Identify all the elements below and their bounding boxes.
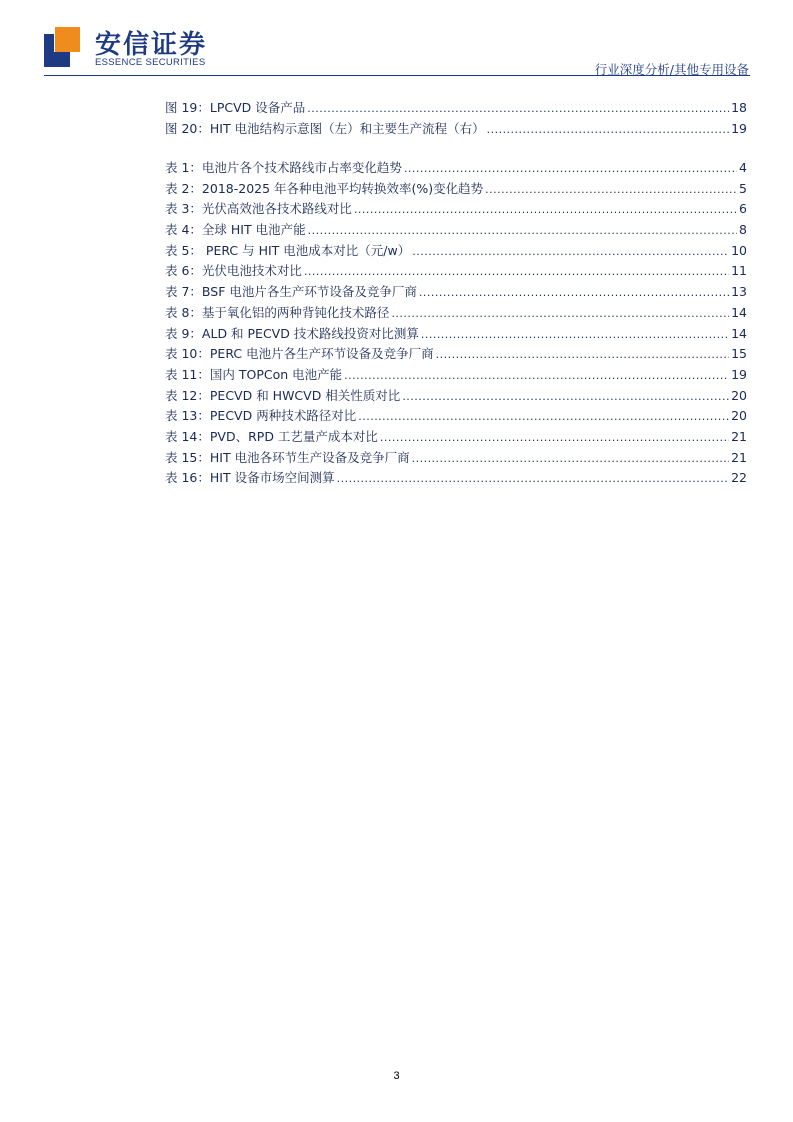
toc-entry-page: 19: [731, 120, 747, 136]
toc-entry-table[interactable]: [165, 468, 747, 489]
dot-leader: [304, 265, 729, 278]
toc-entry-page: 20: [731, 387, 747, 403]
toc-entry-table[interactable]: [165, 158, 747, 179]
toc-entry-table[interactable]: [165, 241, 747, 262]
toc-entry-table[interactable]: [165, 282, 747, 303]
toc-entry-label: 表 6：光伏电池技术对比: [165, 263, 302, 279]
toc-entry-page: 14: [731, 304, 747, 320]
toc-entry-page: 6: [739, 201, 747, 217]
dot-leader: [404, 162, 737, 175]
dot-leader: [337, 472, 730, 485]
toc-entry-page: 20: [731, 408, 747, 424]
dot-leader: [421, 328, 729, 341]
toc-entry-label: 表 11：国内 TOPCon 电池产能: [165, 366, 343, 382]
toc-entry-table[interactable]: [165, 199, 747, 220]
figure-list: [165, 98, 747, 139]
toc-entry-label: 表 1：电池片各个技术路线市占率变化趋势: [165, 160, 402, 175]
toc-entry-label: 表 15：HIT 电池各环节生产设备及竞争厂商: [165, 449, 410, 465]
dot-leader: [354, 203, 737, 216]
toc-entry-label: 表 8：基于氧化铝的两种背钝化技术路径: [165, 304, 390, 320]
table-list: [165, 158, 747, 489]
report-category: 行业深度分析/其他专用设备: [594, 62, 749, 77]
toc-entry-label: 表 13：PECVD 两种技术路径对比: [165, 408, 357, 424]
toc-entry-label: 表 10：PERC 电池片各生产环节设备及竞争厂商: [165, 346, 434, 362]
toc-entry-page: 13: [731, 284, 747, 300]
dot-leader: [308, 224, 737, 237]
toc-entry-table[interactable]: [165, 427, 747, 448]
toc-entry-page: 4: [739, 160, 747, 175]
dot-leader: [412, 245, 729, 258]
dot-leader: [436, 348, 730, 361]
toc-entry-label: 表 9：ALD 和 PECVD 技术路线投资对比测算: [165, 325, 419, 341]
toc-entry-label: 表 14：PVD、RPD 工艺量产成本对比: [165, 428, 378, 444]
toc-entry-table[interactable]: [165, 220, 747, 241]
toc-entry-table[interactable]: [165, 179, 747, 200]
toc-entry-table[interactable]: [165, 344, 747, 365]
dot-leader: [380, 431, 729, 444]
dot-leader: [487, 123, 730, 136]
dot-leader: [485, 183, 737, 196]
toc-entry-table[interactable]: [165, 303, 747, 324]
dot-leader: [419, 286, 729, 299]
toc-entry-page: 10: [731, 242, 747, 258]
toc-entry-page: 21: [731, 449, 747, 465]
toc-entry-page: 18: [731, 100, 747, 115]
dot-leader: [344, 369, 729, 382]
dot-leader: [402, 390, 729, 403]
toc-entry-table[interactable]: [165, 386, 747, 407]
toc-entry-label: 表 5： PERC 与 HIT 电池成本对比（元/w）: [165, 242, 411, 258]
dot-leader: [307, 102, 729, 115]
toc-entry-label: 表 2：2018-2025 年各种电池平均转换效率(%)变化趋势: [165, 180, 484, 196]
dot-leader: [412, 452, 730, 465]
toc-entry-table[interactable]: [165, 324, 747, 345]
toc-entry-label: 图 20：HIT 电池结构示意图（左）和主要生产流程（右）: [165, 120, 485, 136]
toc-entry-label: 表 16：HIT 设备市场空间测算: [165, 470, 335, 486]
toc-entry-label: 表 12：PECVD 和 HWCVD 相关性质对比: [165, 387, 401, 403]
toc-entry-page: 21: [731, 428, 747, 444]
page-header: [0, 0, 793, 80]
toc-entry-page: 14: [731, 325, 747, 341]
toc-entry-table[interactable]: [165, 406, 747, 427]
page-number: 3: [393, 1070, 400, 1082]
header-divider: [44, 75, 750, 76]
toc-entry-label: 表 7：BSF 电池片各生产环节设备及竞争厂商: [165, 284, 417, 300]
toc-entry-table[interactable]: [165, 365, 747, 386]
toc-entry-table[interactable]: [165, 448, 747, 469]
logo-chinese-name: 安信证券: [95, 30, 208, 60]
toc-entry-page: 8: [739, 222, 747, 238]
toc-entry-label: 表 3：光伏高效池各技术路线对比: [165, 201, 352, 217]
essence-logo-icon: [44, 27, 80, 67]
toc-entry-page: 22: [731, 470, 747, 486]
toc-entry-page: 11: [731, 263, 747, 279]
toc-entry-label: 表 4：全球 HIT 电池产能: [165, 222, 306, 238]
dot-leader: [391, 307, 729, 320]
toc-entry-page: 15: [731, 346, 747, 362]
toc-entry-page: 19: [731, 366, 747, 382]
toc-entry-figure[interactable]: [165, 98, 747, 119]
dot-leader: [358, 410, 729, 423]
toc-entry-table[interactable]: [165, 261, 747, 282]
logo-english-name: ESSENCE SECURITIES: [95, 57, 206, 68]
toc-entry-page: 5: [739, 180, 747, 196]
toc-entry-figure[interactable]: [165, 119, 747, 140]
toc-entry-label: 图 19：LPCVD 设备产品: [165, 100, 306, 115]
